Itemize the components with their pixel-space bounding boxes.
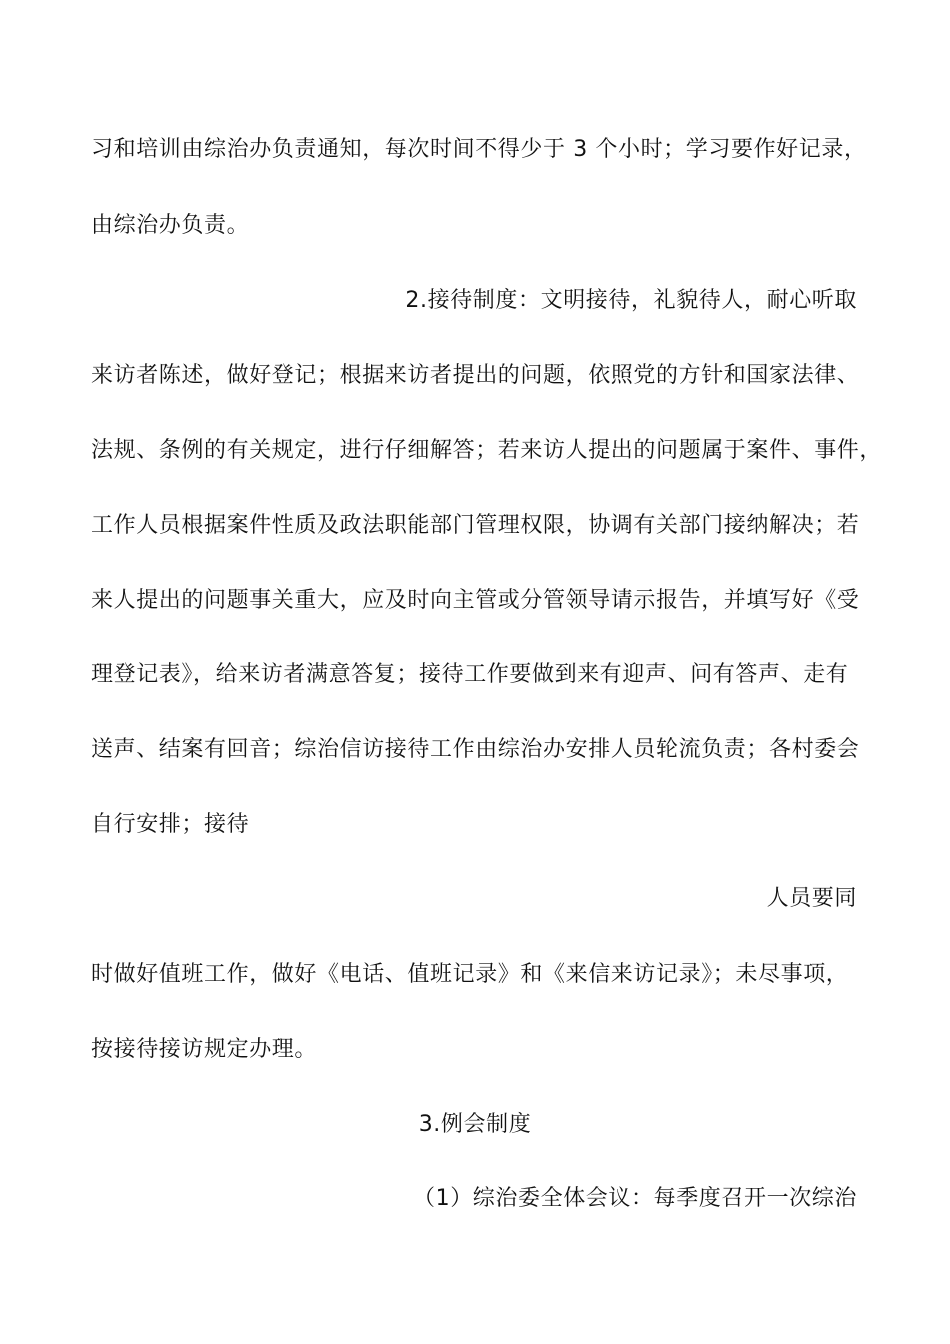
paragraph-line-11: 人员要同 xyxy=(766,886,857,911)
subsection-1-line: （1）综治委全体会议：每季度召开一次综治 xyxy=(413,1186,857,1211)
paragraph-line-10: 自行安排；接待 xyxy=(91,812,250,837)
paragraph-line-4: 来访者陈述，做好登记；根据来访者提出的问题，依照党的方针和国家法律、 xyxy=(91,363,860,388)
paragraph-line-6: 工作人员根据案件性质及政法职能部门管理权限，协调有关部门接纳解决；若 xyxy=(91,513,860,538)
paragraph-line-7: 来人提出的问题事关重大，应及时向主管或分管领导请示报告，并填写好《受 xyxy=(91,588,860,613)
section-3-heading: 3.例会制度 xyxy=(418,1112,532,1137)
paragraph-line-2: 由综治办负责。 xyxy=(91,213,250,238)
paragraph-line-9: 送声、结案有回音；综治信访接待工作由综治办安排人员轮流负责；各村委会 xyxy=(91,737,860,762)
paragraph-line-1: 习和培训由综治办负责通知，每次时间不得少于 3 个小时；学习要作好记录， xyxy=(91,137,867,162)
section-2-heading-line: 2.接待制度：文明接待，礼貌待人，耐心听取 xyxy=(405,288,857,313)
paragraph-line-8: 理登记表》，给来访者满意答复；接待工作要做到来有迎声、问有答声、走有 xyxy=(91,662,849,687)
paragraph-line-5: 法规、条例的有关规定，进行仔细解答；若来访人提出的问题属于案件、事件， xyxy=(91,438,883,463)
paragraph-line-12: 时做好值班工作，做好《电话、值班记录》和《来信来访记录》；未尽事项， xyxy=(91,962,849,987)
paragraph-line-13: 按接待接访规定办理。 xyxy=(91,1037,318,1062)
